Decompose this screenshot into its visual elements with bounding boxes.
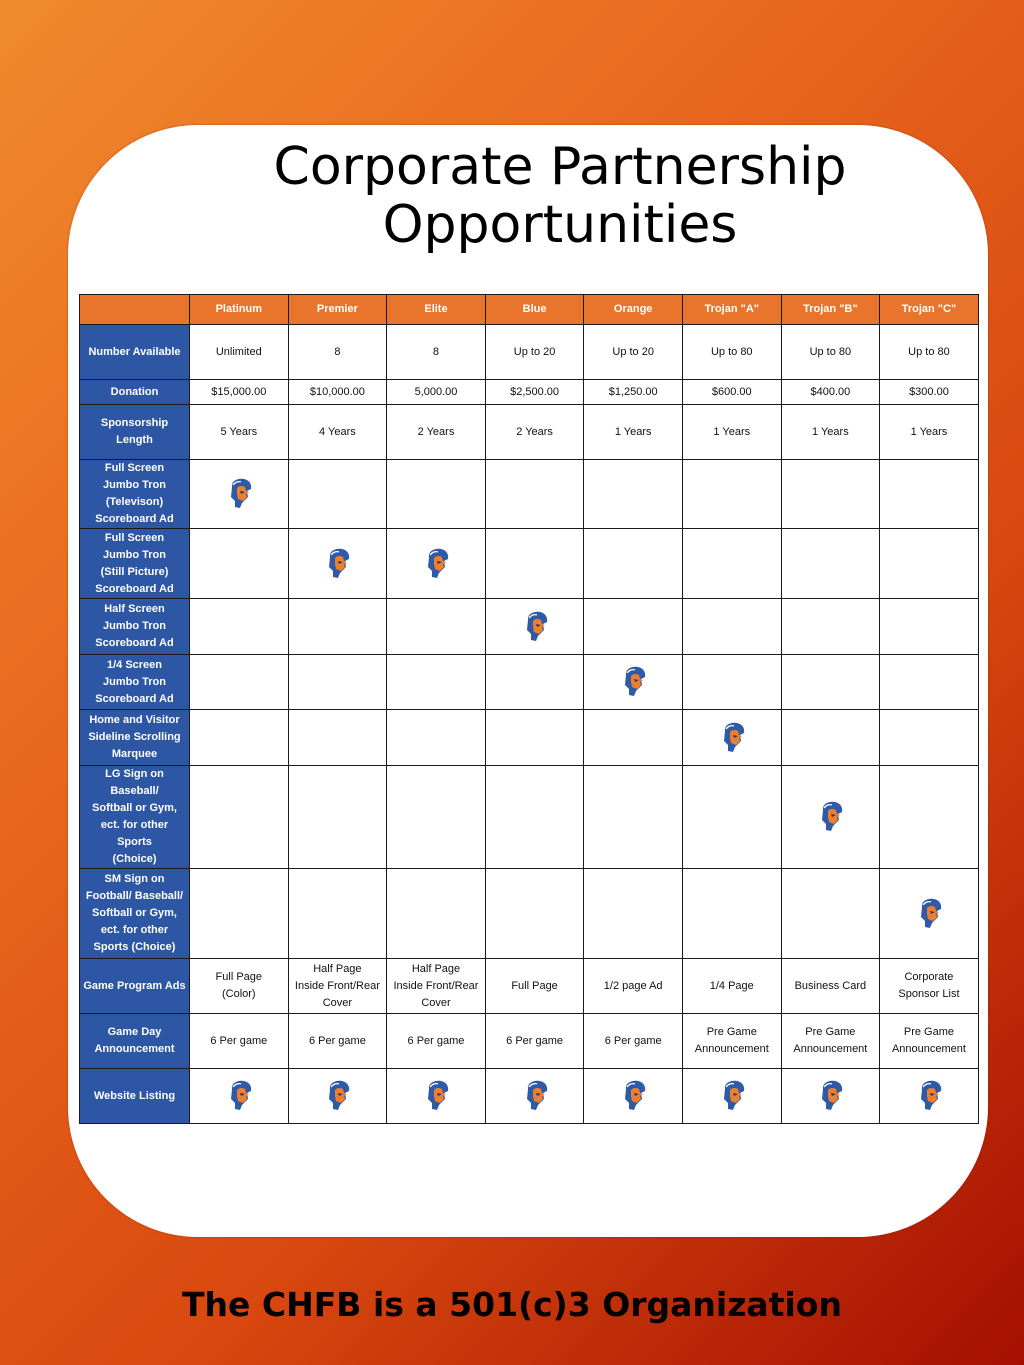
row-label-line: Jumbo Tron	[103, 548, 166, 561]
row-label-line: Announcement	[94, 1043, 175, 1055]
table-cell	[485, 1014, 584, 1069]
table-cell: 1 Years	[781, 405, 880, 460]
table-cell	[288, 1069, 387, 1124]
table-cell: Up to 80	[781, 325, 880, 380]
table-cell: Up to 20	[584, 325, 683, 380]
row-label-line: Softball or Gym,	[92, 802, 177, 814]
table-cell: 2 Years	[387, 405, 486, 460]
row-label-line: Scoreboard Ad	[95, 637, 174, 649]
cell-line: 6 Per game	[506, 1034, 564, 1047]
table-cell: 1 Years	[584, 405, 683, 460]
table-cell	[485, 655, 584, 710]
table-cell: 8	[288, 325, 387, 380]
table-cell: Up to 20	[485, 325, 584, 380]
row-jumbotron-quarter	[80, 655, 979, 710]
table-cell	[880, 460, 979, 529]
row-label	[80, 766, 190, 869]
row-label	[80, 529, 190, 599]
tier-header-platinum: Platinum	[190, 295, 289, 325]
row-label	[80, 655, 190, 710]
row-label-line: Football/ Baseball/	[85, 890, 184, 902]
table-cell	[781, 529, 880, 599]
table-cell: 5,000.00	[387, 380, 486, 405]
row-label-line: Softball or Gym,	[92, 907, 177, 919]
cell-line: Announcement	[694, 1043, 769, 1055]
cell-line: Pre Game	[903, 1026, 955, 1038]
table-cell	[190, 766, 289, 869]
cell-line: Corporate	[904, 971, 954, 983]
cell-line: Half Page	[411, 962, 461, 975]
row-label: Sponsorship Length	[80, 405, 190, 460]
table-cell	[485, 1069, 584, 1124]
table-cell: $10,000.00	[288, 380, 387, 405]
row-donation	[80, 380, 979, 405]
table-cell	[190, 655, 289, 710]
trojan-mascot-icon	[619, 1079, 647, 1113]
table-cell: 8	[387, 325, 486, 380]
table-cell	[781, 869, 880, 959]
table-cell	[584, 766, 683, 869]
table-cell	[387, 599, 486, 655]
tier-header-trojan-c: Trojan "C"	[880, 295, 979, 325]
row-label-line: (Still Picture)	[100, 565, 169, 578]
tier-header-premier: Premier	[288, 295, 387, 325]
table-cell: 1 Years	[880, 405, 979, 460]
table-cell	[288, 599, 387, 655]
cell-line: (Color)	[221, 988, 256, 1000]
table-cell	[387, 710, 486, 766]
table-cell	[190, 1069, 289, 1124]
table-cell	[387, 959, 486, 1014]
footer-note: The CHFB is a 501(c)3 Organization	[182, 1285, 842, 1324]
row-website-listing	[80, 1069, 979, 1124]
table-cell	[387, 766, 486, 869]
table-cell: 4 Years	[288, 405, 387, 460]
table-cell	[584, 1014, 683, 1069]
table-cell	[584, 460, 683, 529]
table-cell: $400.00	[781, 380, 880, 405]
cell-line: Announcement	[891, 1043, 966, 1055]
table-cell	[288, 655, 387, 710]
row-label-line: Marquee	[111, 748, 158, 760]
cell-line: Cover	[421, 996, 451, 1009]
row-sm-sign	[80, 869, 979, 959]
trojan-mascot-icon	[422, 1079, 450, 1113]
table-cell	[880, 766, 979, 869]
table-cell	[781, 599, 880, 655]
trojan-mascot-icon	[619, 665, 647, 699]
tier-header-trojan-a: Trojan "A"	[682, 295, 781, 325]
trojan-mascot-icon	[422, 547, 450, 581]
trojan-mascot-icon	[323, 1079, 351, 1113]
cell-line: 1/4 Page	[709, 979, 754, 992]
table-cell	[584, 529, 683, 599]
table-cell	[584, 655, 683, 710]
trojan-mascot-icon	[323, 547, 351, 581]
table-cell	[190, 460, 289, 529]
trojan-mascot-icon	[225, 477, 253, 511]
table-cell	[781, 1069, 880, 1124]
row-label: Website Listing	[80, 1069, 190, 1124]
table-cell	[682, 599, 781, 655]
table-cell	[682, 869, 781, 959]
table-cell: Up to 80	[880, 325, 979, 380]
table-cell	[584, 1069, 683, 1124]
table-cell	[288, 869, 387, 959]
table-cell	[781, 655, 880, 710]
row-label-line: Sideline Scrolling	[88, 731, 181, 743]
row-sideline-marquee	[80, 710, 979, 766]
title-line-1: Corporate Partnership	[273, 137, 847, 197]
cell-line: Inside Front/Rear	[294, 979, 380, 992]
row-label	[80, 599, 190, 655]
table-cell	[190, 599, 289, 655]
row-label-line: ect. for other Sports	[100, 819, 169, 848]
row-number-available	[80, 325, 979, 380]
table-cell: $2,500.00	[485, 380, 584, 405]
row-label-line: SM Sign on	[104, 873, 165, 885]
table-cell	[190, 959, 289, 1014]
cell-line: Inside Front/Rear	[393, 979, 479, 992]
row-label-line: Scoreboard Ad	[95, 513, 174, 525]
table-cell: Unlimited	[190, 325, 289, 380]
table-cell	[387, 1014, 486, 1069]
table-cell	[880, 1069, 979, 1124]
cell-line: Cover	[322, 996, 353, 1009]
row-sponsorship-length	[80, 405, 979, 460]
table-cell	[880, 655, 979, 710]
table-cell	[781, 766, 880, 869]
table-cell: $600.00	[682, 380, 781, 405]
row-label-line: Jumbo Tron	[103, 620, 166, 632]
table-cell	[880, 959, 979, 1014]
table-cell: $1,250.00	[584, 380, 683, 405]
cell-line: Full Page	[511, 979, 558, 992]
row-label: Donation	[80, 380, 190, 405]
cell-line: 6 Per game	[308, 1034, 366, 1047]
table-cell	[288, 460, 387, 529]
row-label-line: Scoreboard Ad	[95, 692, 174, 705]
table-cell	[190, 710, 289, 766]
trojan-mascot-icon	[718, 721, 746, 755]
table-cell	[682, 460, 781, 529]
row-label-line: LG Sign on Baseball/	[105, 768, 164, 797]
row-label	[80, 869, 190, 959]
row-label-line: (Choice)	[112, 853, 157, 865]
row-jumbotron-half	[80, 599, 979, 655]
row-label	[80, 460, 190, 529]
table-cell: 5 Years	[190, 405, 289, 460]
row-label	[80, 1014, 190, 1069]
row-label-line: Full Screen	[104, 462, 165, 474]
trojan-mascot-icon	[718, 1079, 746, 1113]
row-label-line: Jumbo Tron	[103, 479, 166, 491]
table-cell	[387, 1069, 486, 1124]
table-cell	[288, 1014, 387, 1069]
row-jumbotron-still	[80, 529, 979, 599]
table-cell	[682, 529, 781, 599]
row-label-line: ect. for other	[100, 924, 169, 936]
table-cell	[584, 599, 683, 655]
title-line-2: Opportunities	[382, 195, 738, 255]
table-cell	[880, 529, 979, 599]
row-label: Game Program Ads	[80, 959, 190, 1014]
row-label-line: Jumbo Tron	[103, 675, 166, 688]
row-game-program	[80, 959, 979, 1014]
table-cell: Up to 80	[682, 325, 781, 380]
row-jumbotron-video	[80, 460, 979, 529]
table-cell	[682, 959, 781, 1014]
cell-line: 6 Per game	[210, 1034, 268, 1047]
table-cell: $300.00	[880, 380, 979, 405]
table-cell	[485, 959, 584, 1014]
trojan-mascot-icon	[521, 610, 549, 644]
cell-line: Full Page	[215, 971, 263, 983]
row-label-line: Home and Visitor	[89, 714, 180, 726]
table-cell	[190, 1014, 289, 1069]
cell-line: 1/2 page Ad	[603, 979, 663, 992]
row-label: Number Available	[80, 325, 190, 380]
cell-line: Pre Game	[706, 1026, 757, 1038]
tier-header-row	[80, 295, 979, 325]
row-lg-sign	[80, 766, 979, 869]
row-label	[80, 710, 190, 766]
trojan-mascot-icon	[816, 1079, 844, 1113]
row-label-line: (Televison)	[105, 496, 164, 508]
table-cell	[485, 710, 584, 766]
table-cell	[485, 529, 584, 599]
table-cell	[485, 460, 584, 529]
tier-header-orange: Orange	[584, 295, 683, 325]
table-cell	[387, 529, 486, 599]
trojan-mascot-icon	[225, 1079, 253, 1113]
cell-line: Pre Game	[805, 1026, 856, 1038]
table-cell	[485, 869, 584, 959]
table-cell	[584, 869, 683, 959]
table-cell	[387, 869, 486, 959]
table-cell	[781, 460, 880, 529]
table-cell	[387, 460, 486, 529]
trojan-mascot-icon	[816, 800, 844, 834]
row-label-line: 1/4 Screen	[106, 658, 163, 671]
tier-header-trojan-b: Trojan "B"	[781, 295, 880, 325]
row-label-line: Half Screen	[104, 603, 165, 615]
row-label-line: Game Day	[107, 1026, 162, 1038]
table-cell	[288, 710, 387, 766]
table-cell	[190, 869, 289, 959]
cell-line: 6 Per game	[604, 1034, 662, 1047]
table-cell	[485, 599, 584, 655]
row-label-line: Sports (Choice)	[93, 941, 176, 953]
trojan-mascot-icon	[915, 1079, 943, 1113]
table-cell	[880, 1014, 979, 1069]
table-cell: $15,000.00	[190, 380, 289, 405]
row-game-day	[80, 1014, 979, 1069]
row-label-line: Scoreboard Ad	[95, 582, 174, 595]
table-cell	[584, 710, 683, 766]
table-cell	[288, 529, 387, 599]
cell-line: Announcement	[793, 1043, 868, 1055]
corner-cell	[80, 295, 190, 325]
page-title	[200, 138, 920, 254]
table-cell	[485, 766, 584, 869]
table-cell	[190, 529, 289, 599]
table-cell	[682, 1069, 781, 1124]
tier-header-elite: Elite	[387, 295, 486, 325]
trojan-mascot-icon	[915, 897, 943, 931]
table-cell	[584, 959, 683, 1014]
table-cell	[880, 599, 979, 655]
table-cell	[880, 869, 979, 959]
table-cell: 1 Years	[682, 405, 781, 460]
partnership-table	[79, 294, 979, 1124]
table-cell	[781, 710, 880, 766]
table-cell: 2 Years	[485, 405, 584, 460]
table-cell	[682, 766, 781, 869]
table-cell	[880, 710, 979, 766]
row-label-line: Full Screen	[104, 531, 165, 544]
table-cell	[682, 1014, 781, 1069]
trojan-mascot-icon	[521, 1079, 549, 1113]
table-cell	[387, 655, 486, 710]
table-cell	[288, 766, 387, 869]
tier-header-blue: Blue	[485, 295, 584, 325]
table-cell	[682, 710, 781, 766]
cell-line: Sponsor List	[898, 988, 960, 1000]
cell-line: 6 Per game	[407, 1034, 465, 1047]
cell-line: Half Page	[313, 962, 362, 975]
table-cell	[781, 959, 880, 1014]
table-cell	[288, 959, 387, 1014]
table-cell	[781, 1014, 880, 1069]
table-cell	[682, 655, 781, 710]
cell-line: Business Card	[794, 979, 867, 992]
